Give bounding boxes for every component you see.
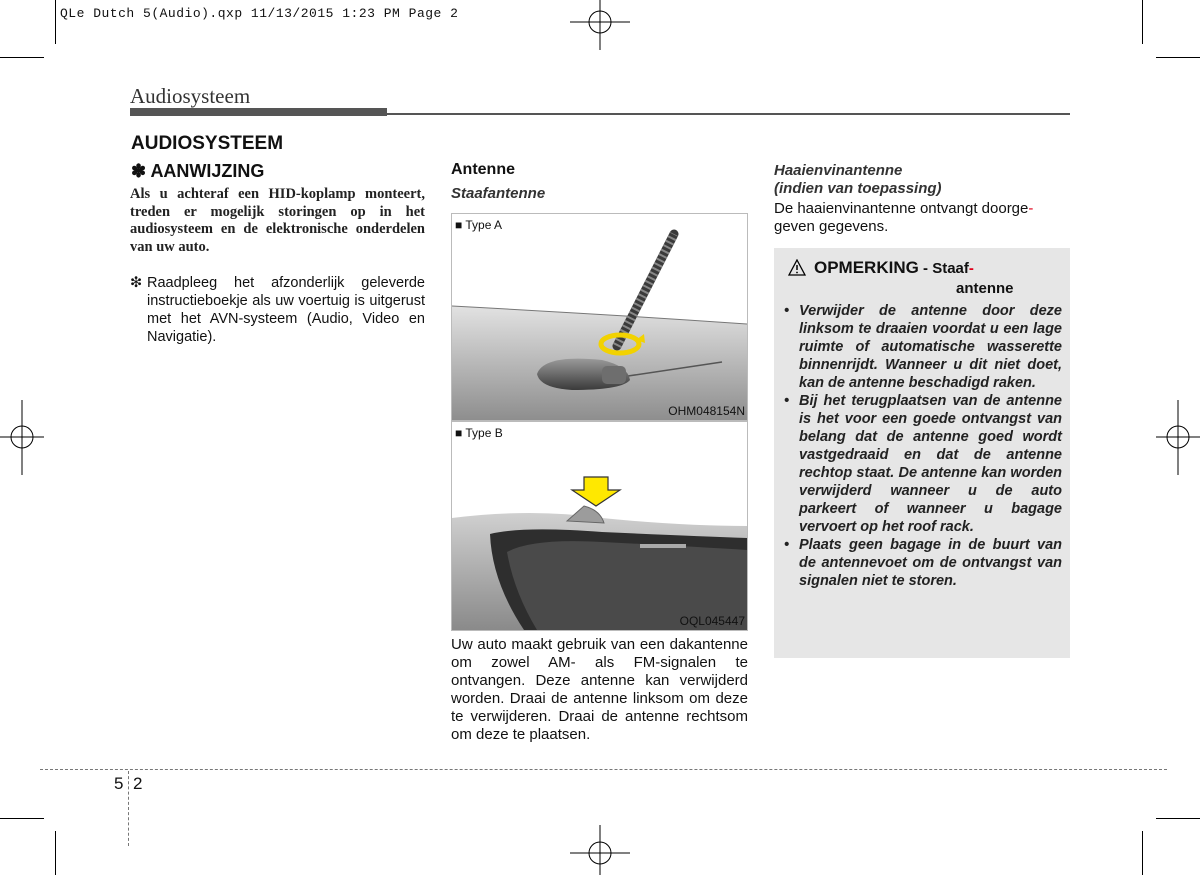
crop-mark — [0, 57, 44, 58]
section-title: AUDIOSYSTEEM — [131, 133, 284, 154]
shark-fin-body-line1: De haaienvinantenne ontvangt doorge — [774, 200, 1029, 217]
footer-divider — [128, 771, 129, 846]
figure-tag: ■ Type A — [455, 218, 503, 232]
crop-mark — [1156, 57, 1200, 58]
shark-fin-car-illustration — [452, 422, 747, 630]
note-heading-text: AANWIJZING — [150, 161, 265, 181]
print-slug: QLe Dutch 5(Audio).qxp 11/13/2015 1:23 PM Page 2 — [60, 6, 459, 21]
caution-item-text: Verwijder de antenne door deze linksom te draaien voordat u een lage ruimte of automatische wasserette binnenrijdt. Wanneer u dit niet doet, kan de antenne beschadigd raken. — [799, 303, 1062, 391]
antenna-heading: Antenne — [451, 161, 515, 178]
shark-fin-body — [774, 200, 1070, 236]
note-heading — [131, 161, 264, 182]
figure-code: OHM048154N — [668, 404, 745, 418]
page-number: 2 — [133, 774, 143, 793]
caution-title-sub2: antenne — [956, 280, 1014, 297]
crop-mark — [55, 831, 56, 875]
crop-mark — [1142, 0, 1143, 44]
note-bullet — [130, 274, 425, 346]
hyphen-marker: - — [1028, 200, 1034, 217]
note-bullet-text: Raadpleeg het afzonderlijk geleverde instructieboekje als uw voertuig is uitgerust met het AVN-systeem (Audio, Video en Navigatie). — [147, 275, 425, 345]
crop-mark — [55, 0, 56, 44]
roof-antenna-illustration — [452, 214, 747, 420]
note-body: Als u achteraf een HID-koplamp monteert, treden er mogelijk storingen op in het audiosysteem en de elektronische onderdelen van uw auto. — [130, 186, 425, 255]
shark-fin-heading — [774, 162, 942, 198]
registration-mark-icon — [1156, 400, 1200, 475]
caution-list — [784, 302, 1062, 590]
crop-mark — [0, 818, 44, 819]
registration-mark-icon — [0, 400, 44, 475]
list-item: • Verwijder de antenne door deze linksom te draaien voordat u een lage ruimte of automatische wasserette binnenrijdt. Wanneer u dit niet doet, kan de antenne beschadigd raken. — [784, 303, 1062, 391]
figure-type-a — [451, 213, 748, 421]
caution-title — [814, 258, 974, 278]
warning-triangle-icon — [788, 259, 806, 276]
note-symbol: ✽ — [131, 161, 147, 181]
header-rule-thin — [387, 113, 1070, 115]
footer-rule — [40, 769, 1167, 770]
hyphen-marker: - — [968, 260, 974, 277]
shark-fin-heading-line1: Haaienvinantenne — [774, 162, 903, 179]
caution-box — [774, 248, 1070, 658]
running-head: Audiosysteem — [130, 84, 251, 108]
caution-title-sep: - — [918, 260, 933, 277]
antenna-subheading: Staafantenne — [451, 185, 546, 202]
antenna-body: Uw auto maakt gebruik van een dakantenne om zowel AM- als FM-signalen te ontvangen. Deze antenne kan verwijderd worden. Draai de antenne linksom om deze te verwijderen. Draai de antenne rechtsom om deze te plaatsen. — [451, 636, 748, 743]
figure-type-b — [451, 421, 748, 631]
list-item: • Bij het terugplaatsen van de antenne is het voor een goede ontvangst van belang dat de antenne goed wordt vastgedraaid en dat de antenne rechtop staat. De antenne kan worden verwijderd wanneer u de auto parkeert of wanneer u bagage vervoert op het roof rack. — [784, 393, 1062, 535]
chapter-number: 5 — [114, 774, 124, 793]
header-rule-thick — [130, 108, 387, 116]
caution-title-sub: Staaf — [932, 260, 969, 277]
figure-code: OQL045447 — [679, 614, 745, 628]
bullet-symbol: ❇ — [130, 275, 143, 291]
shark-fin-body-line2: geven gegevens. — [774, 218, 889, 235]
caution-title-text: OPMERKING — [814, 258, 919, 277]
figure-tag: ■ Type B — [455, 426, 503, 440]
caution-item-text: Bij het terugplaatsen van de antenne is het voor een goede ontvangst van belang dat de antenne goed wordt vastgedraaid en dat de antenne rechtop staat. De antenne kan worden verwijderd wanneer u de auto parkeert of wanneer u bagage vervoert op het roof rack. — [799, 393, 1062, 535]
caution-item-text: Plaats geen bagage in de buurt van de antennevoet om de ontvangst van signalen niet te storen. — [799, 537, 1062, 589]
registration-mark-icon — [570, 825, 630, 875]
shark-fin-heading-line2: (indien van toepassing) — [774, 180, 942, 197]
registration-mark-icon — [570, 0, 630, 50]
list-item: • Plaats geen bagage in de buurt van de antennevoet om de ontvangst van signalen niet te storen. — [784, 537, 1062, 589]
crop-mark — [1156, 818, 1200, 819]
crop-mark — [1142, 831, 1143, 875]
